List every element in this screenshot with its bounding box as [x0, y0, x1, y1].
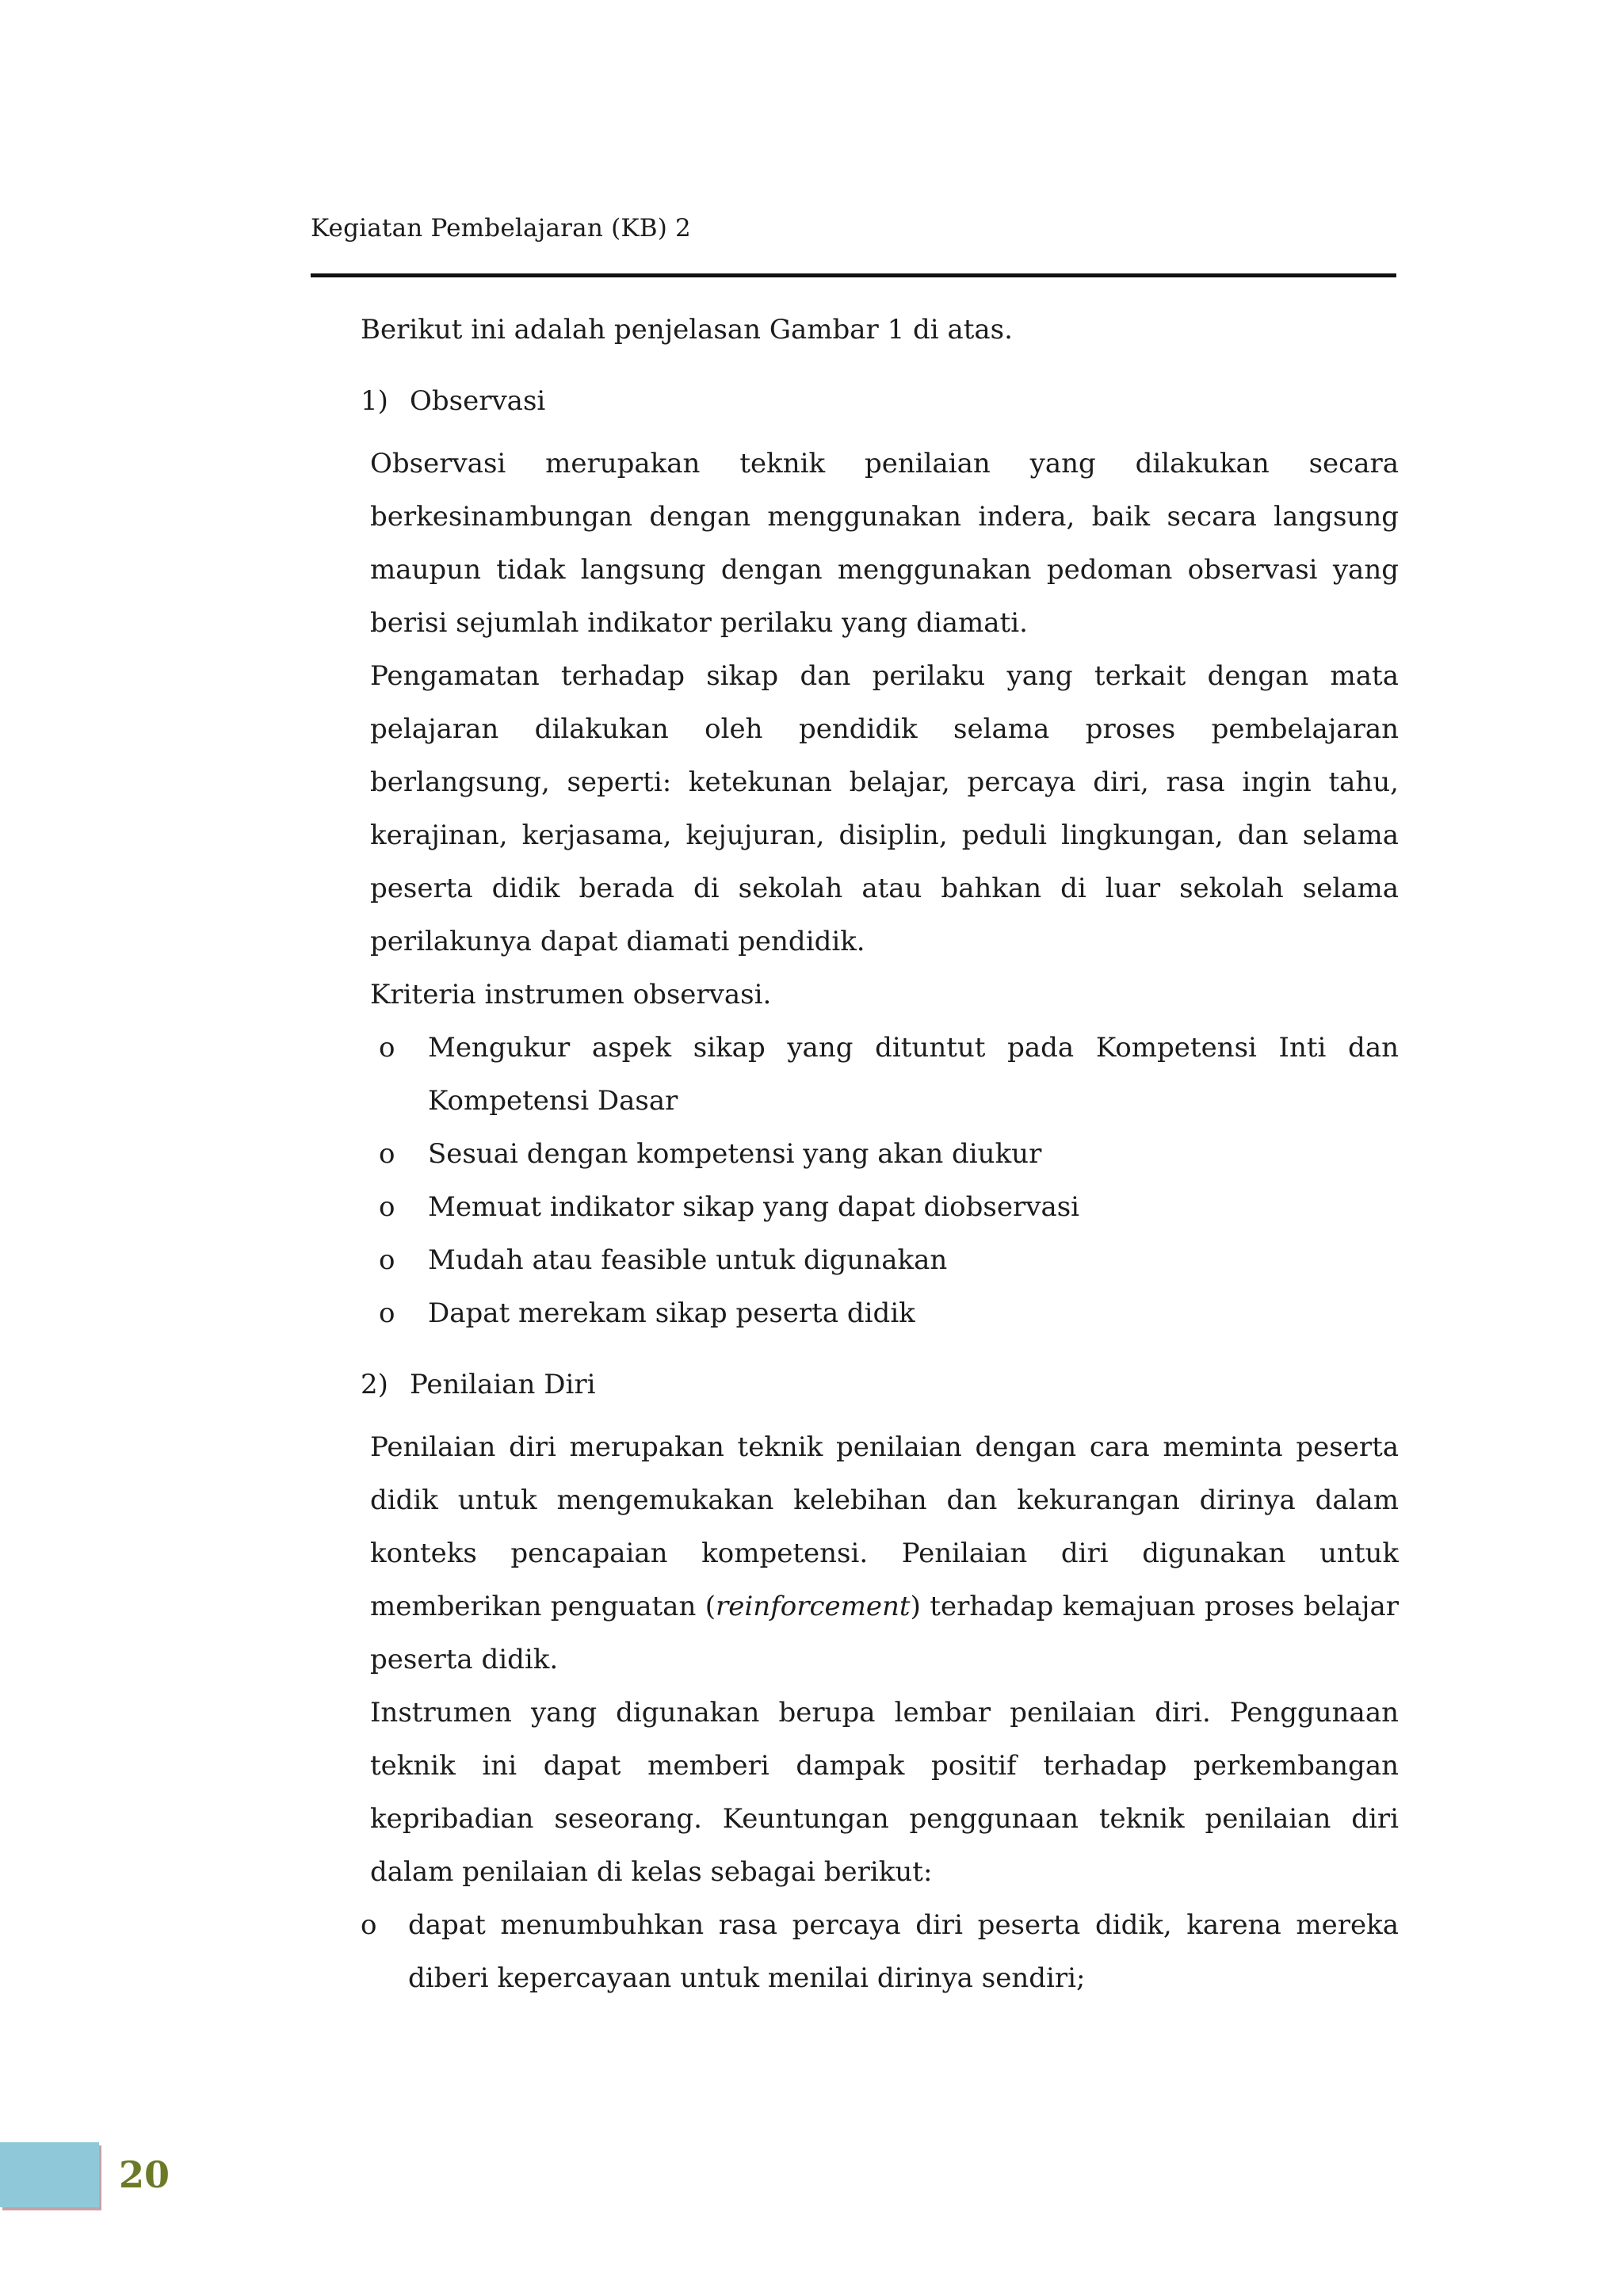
list-item-text: Mengukur aspek sikap yang dituntut pada Kompetensi Inti dan Kompetensi Dasar [428, 1032, 1399, 1117]
list-item [361, 1287, 1399, 1340]
page-number-tab [0, 2142, 99, 2207]
running-header: Kegiatan Pembelajaran (KB) 2 [311, 214, 691, 243]
section-heading-observasi [361, 380, 1399, 422]
list-item-text: Mudah atau feasible untuk digunakan [428, 1244, 948, 1276]
observasi-paragraph-1: Observasi merupakan teknik penilaian yang dilakukan secara berkesinambungan dengan menggunakan indera, baik secara langsung maupun tidak langsung dengan menggunakan pedoman observasi yang berisi sejumlah indikator perilaku yang diamati. [370, 448, 1399, 639]
list-item [361, 1022, 1399, 1128]
list-item [361, 1128, 1399, 1181]
list-item [361, 1181, 1399, 1234]
benefits-list [361, 1899, 1399, 2005]
list-item-text: Sesuai dengan kompetensi yang akan diukur [428, 1138, 1042, 1170]
bullet-marker: o [379, 1191, 395, 1223]
bullet-marker: o [379, 1138, 395, 1170]
section-title: Observasi [410, 385, 546, 417]
section-heading-penilaian-diri [361, 1364, 1399, 1405]
list-item-text: Dapat merekam sikap peserta didik [428, 1297, 915, 1329]
penilaian-diri-paragraph-2: Instrumen yang digunakan berupa lembar penilaian diri. Penggunaan teknik ini dapat memberi dampak positif terhadap perkembangan kepribadian seseorang. Keuntungan penggunaan teknik penilaian diri dalam penilaian di kelas sebagai berikut: [370, 1697, 1399, 1888]
section-number: 1) [361, 385, 388, 417]
list-item-text: dapat menumbuhkan rasa percaya diri peserta didik, karena mereka diberi kepercayaan untuk menilai dirinya sendiri; [408, 1909, 1399, 1994]
header-divider [311, 273, 1396, 277]
list-item [361, 1234, 1399, 1287]
page-content [361, 309, 1399, 2005]
emphasis-term: reinforcement [716, 1591, 911, 1622]
intro-text: Berikut ini adalah penjelasan Gambar 1 di atas. [361, 314, 1013, 346]
paragraph-text: ) terhadap kemajuan proses belajar peserta didik. [370, 1591, 1399, 1675]
observasi-paragraph-2: Pengamatan terhadap sikap dan perilaku yang terkait dengan mata pelajaran dilakukan oleh pendidik selama proses pembelajaran berlangsung, seperti: ketekunan belajar, percaya diri, rasa ingin tahu, kerajinan, kerjasama, kejujuran, disiplin, peduli lingkungan, dan selama peserta didik berada di sekolah atau bahkan di luar sekolah selama perilakunya dapat diamati pendidik. [370, 660, 1399, 957]
bullet-marker: o [379, 1244, 395, 1276]
bullet-marker: o [379, 1297, 395, 1329]
paragraph-text: Penilaian diri merupakan teknik penilaian dengan cara meminta peserta didik untuk mengemukakan kelebihan dan kekurangan dirinya dalam konteks pencapaian kompetensi. Penilaian diri digunakan untuk memberikan penguatan ( [370, 1431, 1399, 1622]
criteria-list [361, 1022, 1399, 1340]
section-title: Penilaian Diri [410, 1369, 596, 1400]
bullet-marker: o [379, 1032, 395, 1064]
penilaian-diri-paragraph-1 [370, 1421, 1399, 1687]
criteria-label: Kriteria instrumen observasi. [370, 979, 772, 1010]
list-item-text: Memuat indikator sikap yang dapat diobservasi [428, 1191, 1080, 1223]
list-item [361, 1899, 1399, 2005]
page-number: 20 [119, 2153, 170, 2196]
bullet-marker: o [361, 1909, 377, 1941]
section-number: 2) [361, 1369, 388, 1400]
